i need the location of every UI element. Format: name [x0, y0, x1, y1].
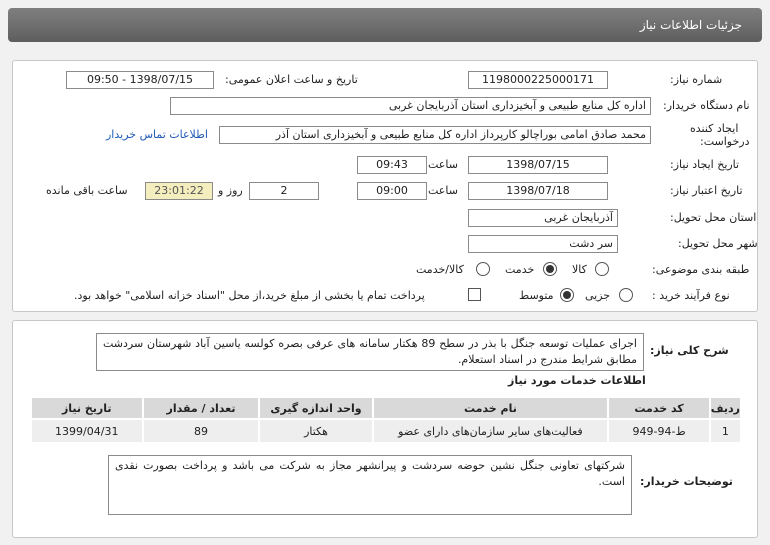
announce-datetime-field[interactable]: 1398/07/15 - 09:50: [66, 71, 214, 89]
announce-datetime-label: تاریخ و ساعت اعلان عمومی:: [225, 73, 358, 86]
validity-date-field[interactable]: 1398/07/18: [468, 182, 608, 200]
services-table: [30, 396, 742, 444]
need-number-field[interactable]: 1198000225000171: [468, 71, 608, 89]
buyer-org-label: نام دستگاه خریدار:: [663, 99, 750, 112]
creator-label-line1: ایجاد کننده: [690, 122, 739, 135]
province-field[interactable]: آذربایجان غربی: [468, 209, 618, 227]
buyer-contact-link[interactable]: اطلاعات تماس خریدار: [106, 128, 208, 141]
column-service-code: کد خدمت: [608, 397, 709, 419]
column-quantity: تعداد / مقدار: [143, 397, 260, 419]
page-header: [8, 8, 762, 42]
process-minor-label: جزیی: [585, 289, 611, 302]
category-goods-service-radio[interactable]: [476, 262, 490, 276]
cell-row-number: 1: [710, 419, 741, 443]
table-row: [31, 419, 741, 443]
cell-unit: هکتار: [259, 419, 372, 443]
description-textbox[interactable]: اجرای عملیات توسعه جنگل با بذر در سطح 89 هکتار سامانه های عرفی بصره کولسه یاسین آباد شهرستان سردشت مطابق شرایط مندرج در اسناد استعلام.: [96, 333, 644, 371]
treasury-payment-checkbox[interactable]: [468, 288, 481, 301]
cell-need-date: 1399/04/31: [31, 419, 143, 443]
services-title: اطلاعات خدمات مورد نیاز: [508, 374, 646, 387]
remaining-days-field[interactable]: 2: [249, 182, 319, 200]
created-time-field[interactable]: 09:43: [357, 156, 427, 174]
process-type-label: نوع فرآیند خرید :: [652, 289, 730, 302]
creator-field[interactable]: محمد صادق امامی بوراچالو کارپرداز اداره کل منابع طبیعی و آبخیزداری استان آذر: [219, 126, 651, 144]
created-date-field[interactable]: 1398/07/15: [468, 156, 608, 174]
column-row-number: ردیف: [710, 397, 741, 419]
province-label: استان محل تحویل:: [670, 211, 757, 224]
validity-time-label: ساعت: [428, 184, 458, 197]
column-need-date: تاریخ نیاز: [31, 397, 143, 419]
remaining-time-field: 23:01:22: [145, 182, 213, 200]
validity-time-field[interactable]: 09:00: [357, 182, 427, 200]
category-service-radio[interactable]: [543, 262, 557, 276]
services-header-row: [31, 397, 741, 419]
category-label: طبقه بندی موضوعی:: [652, 263, 750, 276]
city-label: شهر محل تحویل:: [678, 237, 758, 250]
treasury-payment-text: پرداخت تمام یا بخشی از مبلغ خرید،از محل "اسناد خزانه اسلامی" خواهد بود.: [74, 289, 425, 302]
category-goods-label: کالا: [572, 263, 587, 276]
process-medium-radio[interactable]: [560, 288, 574, 302]
buyer-notes-textbox[interactable]: شرکتهای تعاونی جنگل نشین حوضه سردشت و پیرانشهر مجاز به شرکت می باشد و پرداخت بصورت نقدی است.: [108, 455, 632, 515]
category-service-label: خدمت: [505, 263, 535, 276]
created-time-label: ساعت: [428, 158, 458, 171]
buyer-org-field[interactable]: اداره کل منابع طبیعی و آبخیزداری استان آذربایجان غربی: [170, 97, 651, 115]
category-goods-service-label: کالا/خدمت: [416, 263, 464, 276]
cell-quantity: 89: [143, 419, 260, 443]
buyer-notes-label: توضیحات خریدار:: [640, 475, 733, 488]
process-medium-label: متوسط: [519, 289, 554, 302]
validity-date-label: تاریخ اعتبار نیاز:: [670, 184, 743, 197]
days-label: روز و: [218, 184, 243, 197]
process-minor-radio[interactable]: [619, 288, 633, 302]
column-unit: واحد اندازه گیری: [259, 397, 372, 419]
column-service-name: نام خدمت: [373, 397, 609, 419]
city-field[interactable]: سر دشت: [468, 235, 618, 253]
created-date-label: تاریخ ایجاد نیاز:: [670, 158, 740, 171]
cell-service-name: فعالیت‌های سایر سازمان‌های دارای عضو: [373, 419, 609, 443]
description-label: شرح کلی نیاز:: [650, 344, 729, 357]
creator-label-line2: درخواست:: [700, 135, 750, 148]
page-title: جزئیات اطلاعات نیاز: [639, 18, 742, 32]
cell-service-code: ط-94-949: [608, 419, 709, 443]
category-goods-radio[interactable]: [595, 262, 609, 276]
remaining-time-label: ساعت باقی مانده: [46, 184, 128, 197]
need-number-label: شماره نیاز:: [670, 73, 723, 86]
